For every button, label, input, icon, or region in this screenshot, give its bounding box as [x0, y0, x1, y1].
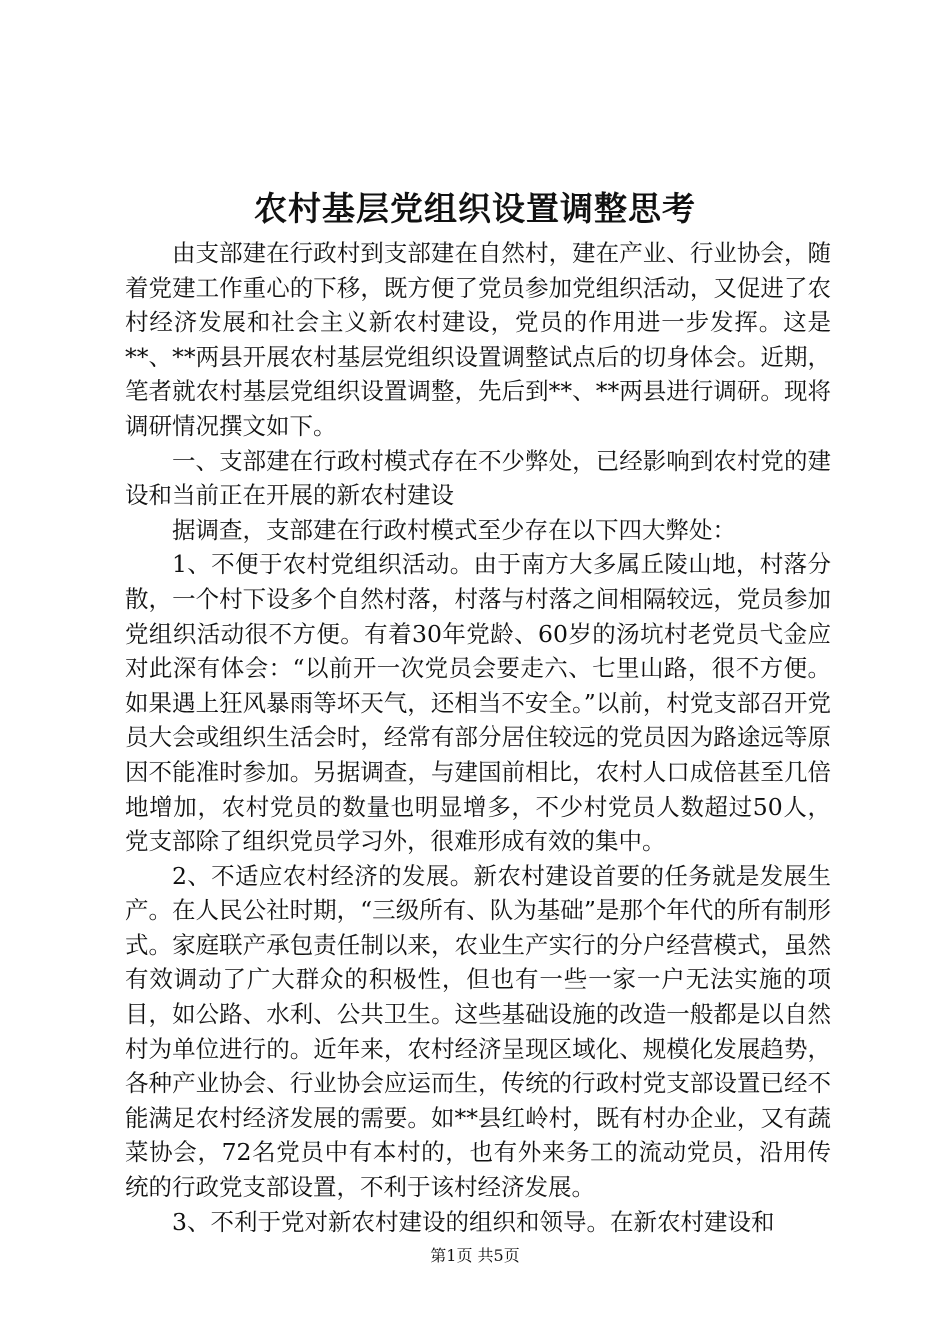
- body-paragraph: 据调查，支部建在行政村模式至少存在以下四大弊处：: [172, 515, 736, 544]
- section-heading: 一、支部建在行政村模式存在不少弊处，已经影响到农村党的建设和当前正在开展的新农村建设: [125, 446, 831, 510]
- body-paragraph: 1、不便于农村党组织活动。由于南方大多属丘陵山地，村落分散，一个村下设多个自然村落，村落与村落之间相隔较远，党员参加党组织活动很不方便。有着30年党龄、60岁的汤坑村老党员弋金应对此深有体会：“以前开一次党员会要走六、七里山路，很不方便。如果遇上狂风暴雨等坏天气，还相当不安全。”以前，村党支部召开党员大会或组织生活会时，经常有部分居住较远的党员因为路途远等原因不能准时参加。另据调查，与建国前相比，农村人口成倍甚至几倍地增加，农村党员的数量也明显增多，不少村党员人数超过50人，党支部除了组织党员学习外，很难形成有效的集中。: [125, 550, 831, 856]
- document-title: 农村基层党组织设置调整思考: [254, 189, 696, 228]
- page-footer: 第1页 共5页: [430, 1246, 520, 1265]
- body-paragraph: 由支部建在行政村到支部建在自然村，建在产业、行业协会，随着党建工作重心的下移，既方便了党员参加党组织活动，又促进了农村经济发展和社会主义新农村建设，党员的作用进一步发挥。这是**、**两县开展农村基层党组织设置调整试点后的切身体会。近期，笔者就农村基层党组织设置调整，先后到**、**两县进行调研。现将调研情况撰文如下。: [125, 239, 831, 440]
- document-body: [125, 236, 831, 1239]
- body-paragraph: 3、不利于党对新农村建设的组织和领导。在新农村建设和: [172, 1207, 775, 1236]
- body-paragraph: 2、不适应农村经济的发展。新农村建设首要的任务就是发展生产。在人民公社时期，“三级所有、队为基础”是那个年代的所有制形式。家庭联产承包责任制以来，农业生产实行的分户经营模式，虽然有效调动了广大群众的积极性，但也有一些一家一户无法实施的项目，如公路、水利、公共卫生。这些基础设施的改造一般都是以自然村为单位进行的。近年来，农村经济呈现区域化、规模化发展趋势，各种产业协会、行业协会应运而生，传统的行政村党支部设置已经不能满足农村经济发展的需要。如**县红岭村，既有村办企业，又有蔬菜协会，72名党员中有本村的，也有外来务工的流动党员，沿用传统的行政党支部设置，不利于该村经济发展。: [125, 861, 831, 1202]
